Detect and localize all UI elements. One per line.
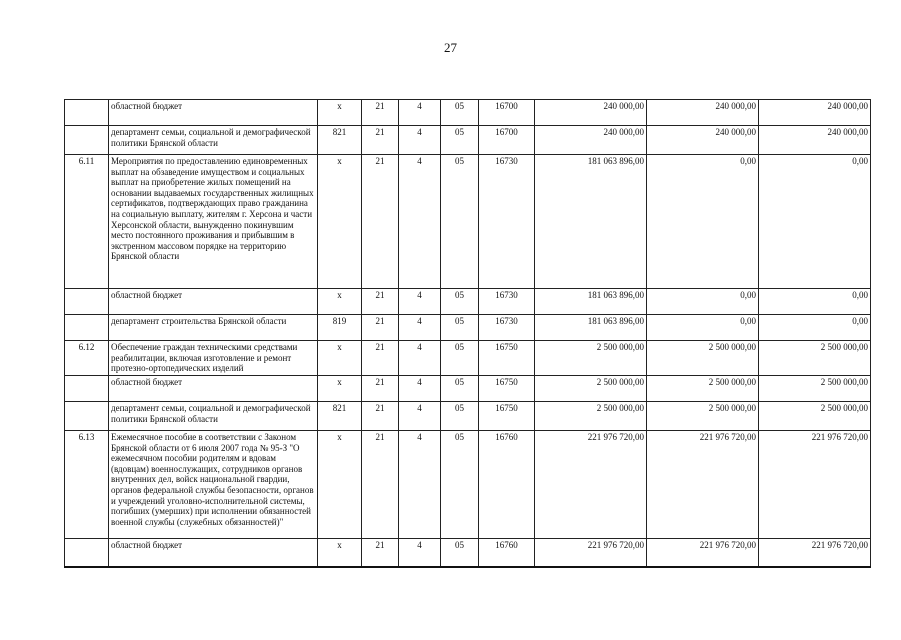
row-amount-1: 181 063 896,00 <box>535 289 647 315</box>
row-grbs: х <box>318 376 362 402</box>
row-pr: 4 <box>399 341 441 376</box>
row-grbs: х <box>318 289 362 315</box>
row-code: 16760 <box>479 431 535 539</box>
row-rz: 21 <box>362 289 399 315</box>
row-name: областной бюджет <box>109 100 318 126</box>
row-number: 6.13 <box>65 431 109 539</box>
row-number <box>65 315 109 341</box>
row-rz: 21 <box>362 376 399 402</box>
row-grbs: х <box>318 431 362 539</box>
row-amount-2: 2 500 000,00 <box>647 402 759 431</box>
row-amount-1: 221 976 720,00 <box>535 431 647 539</box>
row-grbs: х <box>318 100 362 126</box>
row-name: Обеспечение граждан техническими средствами реабилитации, включая изготовление и ремонт протезно-ортопедических изделий <box>109 341 318 376</box>
page-number: 27 <box>444 40 457 55</box>
row-ss: 05 <box>441 431 479 539</box>
row-code: 16750 <box>479 402 535 431</box>
row-ss: 05 <box>441 126 479 155</box>
row-grbs: 821 <box>318 126 362 155</box>
row-name: департамент семьи, социальной и демографической политики Брянской области <box>109 402 318 431</box>
row-amount-3: 240 000,00 <box>759 100 871 126</box>
row-grbs: 819 <box>318 315 362 341</box>
row-pr: 4 <box>399 126 441 155</box>
row-ss: 05 <box>441 100 479 126</box>
table-row <box>65 289 871 315</box>
row-pr: 4 <box>399 289 441 315</box>
row-amount-1: 2 500 000,00 <box>535 402 647 431</box>
row-ss: 05 <box>441 289 479 315</box>
row-amount-2: 221 976 720,00 <box>647 431 759 539</box>
row-amount-3: 221 976 720,00 <box>759 431 871 539</box>
row-ss: 05 <box>441 155 479 289</box>
row-rz: 21 <box>362 402 399 431</box>
row-name: областной бюджет <box>109 539 318 567</box>
row-number <box>65 376 109 402</box>
row-number <box>65 289 109 315</box>
row-number: 6.11 <box>65 155 109 289</box>
table-row <box>65 100 871 126</box>
row-amount-1: 181 063 896,00 <box>535 315 647 341</box>
row-amount-2: 0,00 <box>647 155 759 289</box>
row-number <box>65 100 109 126</box>
row-rz: 21 <box>362 539 399 567</box>
row-pr: 4 <box>399 100 441 126</box>
row-ss: 05 <box>441 402 479 431</box>
row-rz: 21 <box>362 100 399 126</box>
row-amount-2: 2 500 000,00 <box>647 341 759 376</box>
row-pr: 4 <box>399 431 441 539</box>
row-number <box>65 539 109 567</box>
row-pr: 4 <box>399 539 441 567</box>
row-amount-2: 0,00 <box>647 289 759 315</box>
row-code: 16700 <box>479 126 535 155</box>
row-pr: 4 <box>399 315 441 341</box>
row-amount-2: 2 500 000,00 <box>647 376 759 402</box>
row-code: 16760 <box>479 539 535 567</box>
row-code: 16730 <box>479 155 535 289</box>
table-row <box>65 402 871 431</box>
row-rz: 21 <box>362 155 399 289</box>
table-row <box>65 341 871 376</box>
row-amount-1: 240 000,00 <box>535 126 647 155</box>
row-amount-3: 0,00 <box>759 155 871 289</box>
row-amount-2: 240 000,00 <box>647 100 759 126</box>
row-code: 16700 <box>479 100 535 126</box>
row-code: 16750 <box>479 341 535 376</box>
row-amount-3: 0,00 <box>759 315 871 341</box>
table-row <box>65 431 871 539</box>
row-grbs: х <box>318 539 362 567</box>
row-number <box>65 402 109 431</box>
row-name: департамент семьи, социальной и демографической политики Брянской области <box>109 126 318 155</box>
table-row <box>65 539 871 567</box>
row-pr: 4 <box>399 155 441 289</box>
row-rz: 21 <box>362 431 399 539</box>
row-number <box>65 126 109 155</box>
row-rz: 21 <box>362 315 399 341</box>
row-ss: 05 <box>441 341 479 376</box>
row-name: Ежемесячное пособие в соответствии с Законом Брянской области от 6 июля 2007 года № 95-З "О ежемесячном пособии родителям и вдовам (вдовцам) военнослужащих, сотрудников органов внутренних дел, войск национальной гвардии, органов федеральной службы безопасности, органов и учреждений уголовно-исполнительной системы, погибших (умерших) при исполнении обязанностей военной службы (служебных обязанностей)" <box>109 431 318 539</box>
budget-table <box>64 99 871 568</box>
row-code: 16730 <box>479 289 535 315</box>
row-amount-2: 0,00 <box>647 315 759 341</box>
row-amount-1: 181 063 896,00 <box>535 155 647 289</box>
row-amount-2: 240 000,00 <box>647 126 759 155</box>
row-name: Мероприятия по предоставлению единовременных выплат на обзаведение имуществом и социальных выплат на приобретение жилых помещений на основании выдаваемых государственных жилищных сертификатов, подтверждающих право гражданина на социальную выплату, жителям г. Херсона и части Херсонской области, вынужденно покинувшим место постоянного проживания и прибывшим в экстренном массовом порядке на территорию Брянской области <box>109 155 318 289</box>
row-amount-1: 240 000,00 <box>535 100 647 126</box>
row-number: 6.12 <box>65 341 109 376</box>
row-amount-1: 2 500 000,00 <box>535 376 647 402</box>
row-ss: 05 <box>441 539 479 567</box>
table-row <box>65 315 871 341</box>
row-amount-3: 2 500 000,00 <box>759 341 871 376</box>
row-grbs: х <box>318 155 362 289</box>
row-name: областной бюджет <box>109 376 318 402</box>
row-name: областной бюджет <box>109 289 318 315</box>
row-amount-3: 221 976 720,00 <box>759 539 871 567</box>
row-amount-3: 0,00 <box>759 289 871 315</box>
row-amount-3: 2 500 000,00 <box>759 376 871 402</box>
row-code: 16730 <box>479 315 535 341</box>
table-row <box>65 155 871 289</box>
row-amount-3: 240 000,00 <box>759 126 871 155</box>
table-row <box>65 126 871 155</box>
row-ss: 05 <box>441 315 479 341</box>
row-grbs: 821 <box>318 402 362 431</box>
row-code: 16750 <box>479 376 535 402</box>
row-pr: 4 <box>399 376 441 402</box>
row-rz: 21 <box>362 126 399 155</box>
row-amount-1: 221 976 720,00 <box>535 539 647 567</box>
row-amount-3: 2 500 000,00 <box>759 402 871 431</box>
table-row <box>65 376 871 402</box>
row-pr: 4 <box>399 402 441 431</box>
row-ss: 05 <box>441 376 479 402</box>
row-amount-2: 221 976 720,00 <box>647 539 759 567</box>
row-rz: 21 <box>362 341 399 376</box>
row-name: департамент строительства Брянской области <box>109 315 318 341</box>
row-grbs: х <box>318 341 362 376</box>
row-amount-1: 2 500 000,00 <box>535 341 647 376</box>
